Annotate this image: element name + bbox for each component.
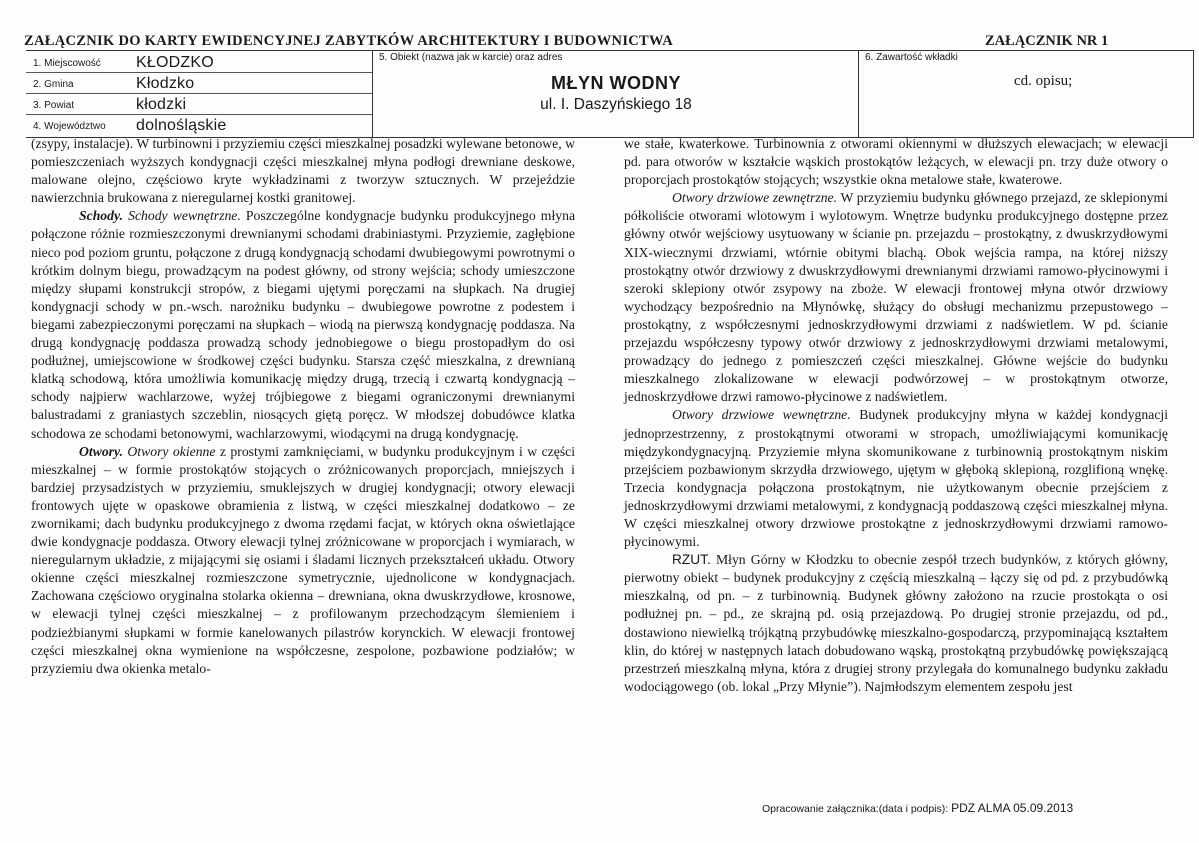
field-value: dolnośląskie xyxy=(136,117,227,134)
paragraph-text: Poszczególne kondygnacje budynku produkcyjnego młyna połączone różnie rozmieszczonymi drewnianymi schodami drabiniastymi. Przyziemie, zagłębione nieco pod poziom gruntu, połączone z drugą kondygnacją schodami dwubiegowymi powrotnymi o krótkim dolnym biegu, prowadzącym na podest główny, od strony wejścia; schody umieszczone między słupami konstrukcji stropów, z biegami ujętymi poręczami na słupkach. Na drugiej kondygnacji schody w pn.-wsch. narożniku budynku – dwubiegowe powrotne z podestem i biegami zabezpieczonymi poręczami na słupkach – wiodą na pierwszą kondygnację poddasza. Na drugą kondygnację poddasza prowadzą schody jednobiegowe o biegu prostopadłym do osi podłużnej, umiejscowione w środkowej części budynku. Starsza część mieszkalna, z drewnianą klatką schodową, która umożliwia komunikację między drugą, trzecią i czwartą kondygnacją – schody najpierw wachlarzowe, wyżej trójbiegowe z biegami ograniczonymi drewnianymi balustradami z graniastych szczeblin, niosących giętą poręcz. W młodszej dobudówce klatka schodowa ze schodami betonowymi, wachlarzowymi, wiodącymi na drugą kondygnację. xyxy=(31,208,576,441)
field-value: KŁODZKO xyxy=(136,54,214,71)
field-gmina xyxy=(26,72,372,94)
footer-label: Opracowanie załącznika:(data i podpis): xyxy=(762,803,949,815)
field-miejscowosc xyxy=(26,51,372,73)
paragraph-text: z prostymi zamknięciami, w budynku produkcyjnym i w części mieszkalnej – w formie prostokątów stojących o zróżnicowanych proporcjach, mniejszych i bardziej przysadzistych w przyziemiu, smuklejszych w drugiej kondygnacji; otwory elewacji frontowych ujęte w opaskowe obramienia z listwą, w części mieszkalnej dodatkowo – ze zwornikami; dach budynku produkcyjnego z dwoma rzędami facjat, w których okna oświetlające dwie kondygnacje poddasza. Otwory elewacji tylnej zróżnicowane w proporcjach i wymiarach, w nieregularnym układzie, z mijającymi się osiami i śladami licznych przekształceń układu. Otwory okienne części mieszkalnej rozmieszczone symetrycznie, ujednolicone w kondygnacjach. Zachowana częściowo oryginalna stolarka okienna – drewniana, okna dwuskrzydłowe, krosnowe, w elewacji tylnej części mieszkalnej – z profilowanym przechodzącym ślemieniem i podzieżbianymi słupkami w formie kanelowanych pilastrów korynckich. W elewacji frontowej części mieszkalnej okna wymienione na współczesne, zespolone, pozbawione podziałów; w przyziemiu dwa okienka metalo- xyxy=(31,443,576,676)
footer-value: PDZ ALMA 05.09.2013 xyxy=(951,801,1074,815)
paragraph-external-doors xyxy=(624,189,1168,406)
subheading-internal-doors: Otwory drzwiowe wewnętrzne. xyxy=(672,407,851,423)
object-name: MŁYN WODNY xyxy=(551,73,681,93)
object-field xyxy=(372,51,859,137)
header-fields-table xyxy=(26,50,1194,138)
paragraph-text: W przyziemiu budynku głównego przejazd, ze sklepionymi półkoliście otworami wlotowym i wylotowym. Wnętrze budynku produkcyjnego dostępne przez główny otwór wejściowy usytuowany w ścianie pn. przejazdu – prostokątny, z dwuskrzydłowymi XIX-wiecznymi drzwiami, wtórnie obitymi blachą. Obok wejścia rampa, na której niższy prostokątny otwór drzwiowy z dwuskrzydłowymi drewnianymi drzwiami ramowo-płycinowymi i szeroki sklepiony otwór zsypowy na zboże. W elewacji frontowej młyna otwór drzwiowy wychodzący bezpośrednio na Młynówkę, służący do obsługi mechanizmu przepustowego – prostokątny, z współczesnymi jednoskrzydłowymi drzwiami z nadświetlem. W pd. ścianie przejazdu współczesny typowy otwór drzwiowy z jednoskrzydłowymi drzwiami metalowymi, prowadzący do jednego z pomieszczeń części mieszkalnej. Główne wejście do budynku mieszkalnego zlokalizowane w elewacji podwórzowej – w prostokątnym otworze, jednoskrzydłowe drzwi ramowo-płycinowe z nadświetlem. xyxy=(624,190,1168,405)
left-text-column xyxy=(31,135,575,678)
right-text-column xyxy=(624,135,1168,696)
attachment-number: ZAŁĄCZNIK NR 1 xyxy=(985,33,1109,49)
field-value: Kłodzko xyxy=(136,75,195,92)
section-heading-stairs: Schody. xyxy=(79,208,123,224)
contents-value: cd. opisu; xyxy=(1014,73,1073,89)
subheading-window-openings: Otwory okienne xyxy=(127,443,216,459)
field-wojewodztwo xyxy=(26,114,372,135)
field-label: 5. Obiekt (nazwa jak w karcie) oraz adres xyxy=(379,52,563,63)
field-powiat xyxy=(26,93,372,115)
field-label: 4. Województwo xyxy=(33,121,106,132)
paragraph-text: Młyn Górny w Kłodzku to obecnie zespół trzech budynków, z których główny, pierwotny obiekt – budynek produkcyjny z częścią mieszkalną – łączy się od pd. z przybudówką mieszkalną, od pn. – z turbinownią. Budynek główny założono na rzucie prostokąta o osi podłużnej pn. – pd., ze skrajną pd. osią przejazdową. Po drugiej stronie przejazdu, od pd., dostawiono niewielką trójkątną przybudówkę mieszkalno-gospodarczą, przypominającą kształtem klin, do której w następnych latach dobudowano wąską, prostokątną przybudówkę powiększającą przestrzeń mieszkalną młyna, która z drugiej strony przylegała do komunalnego budynku zakładu wodociągowego (ob. lokal „Przy Młynie”). Najmłodszym elementem zespołu jest xyxy=(624,552,1168,694)
paragraph-openings xyxy=(31,443,575,678)
field-label: 6. Zawartość wkładki xyxy=(865,52,958,63)
field-label: 2. Gmina xyxy=(33,79,74,90)
field-label: 3. Powiat xyxy=(33,100,75,111)
footer-signature xyxy=(762,801,1073,815)
paragraph-text: Budynek produkcyjny młyna w każdej kondygnacji jednoprzestrzenny, z prostokątnymi otworami w stropach, umożliwiającymi komunikację międzykondygnacyjną. Przyziemie młyna skomunikowane z turbinownią prostokątnym niskim przejściem pozbawionym skrzydła drzwiowego, ujętym w głęboką sklepioną, rozglifioną wnękę. Trzecia kondygnacja połączona prostokątnym, nie użytkowanym obecnie przejściem z jednoskrzydłowymi drzwiami metalowymi, z kondygnacją poddaszową części mieszkalnej młyna. W części mieszkalnej otwory drzwiowe prostokątne z jednoskrzydłowymi drzwiami ramowo-płycinowymi. xyxy=(624,407,1168,550)
field-value: kłodzki xyxy=(136,96,187,113)
subheading-internal-stairs: Schody wewnętrzne. xyxy=(128,208,241,224)
subheading-external-doors: Otwory drzwiowe zewnętrzne. xyxy=(672,190,838,206)
attachment-header-title: ZAŁĄCZNIK DO KARTY EWIDENCYJNEJ ZABYTKÓW ARCHITEKTURY I BUDOWNICTWA xyxy=(24,33,673,49)
contents-field xyxy=(858,51,1194,137)
paragraph-plan xyxy=(624,551,1168,696)
paragraph-stairs xyxy=(31,207,575,442)
paragraph-windows-cont: we stałe, kwaterkowe. Turbinownia z otworami okiennymi w dłuższych elewacjach; w elewacji pd. para otworów w kształcie wąskich prostokątów leżących, w elewacji pn. trzy duże otwory o proporcjach prostokątów stojących; wszystkie okna metalowe stałe, kwaterowe. xyxy=(624,136,1168,188)
object-address: ul. I. Daszyńskiego 18 xyxy=(540,96,692,113)
section-heading-plan: RZUT. xyxy=(672,552,711,568)
location-fields xyxy=(26,51,372,137)
paragraph-floors: (zsypy, instalacje). W turbinowni i przyziemiu części mieszkalnej posadzki wylewane betonowe, w pomieszczeniach wyższych kondygnacji części mieszkalnej młyna podłogi drewniane deskowe, malowane olejno, częściowo kryte wykładzinami z tworzyw sztucznych. W przejeździe nawierzchnia brukowana z nieregularnej kostki granitowej. xyxy=(31,136,575,206)
paragraph-internal-doors xyxy=(624,406,1168,551)
section-heading-openings: Otwory. xyxy=(79,443,123,459)
field-label: 1. Miejscowość xyxy=(33,58,101,69)
